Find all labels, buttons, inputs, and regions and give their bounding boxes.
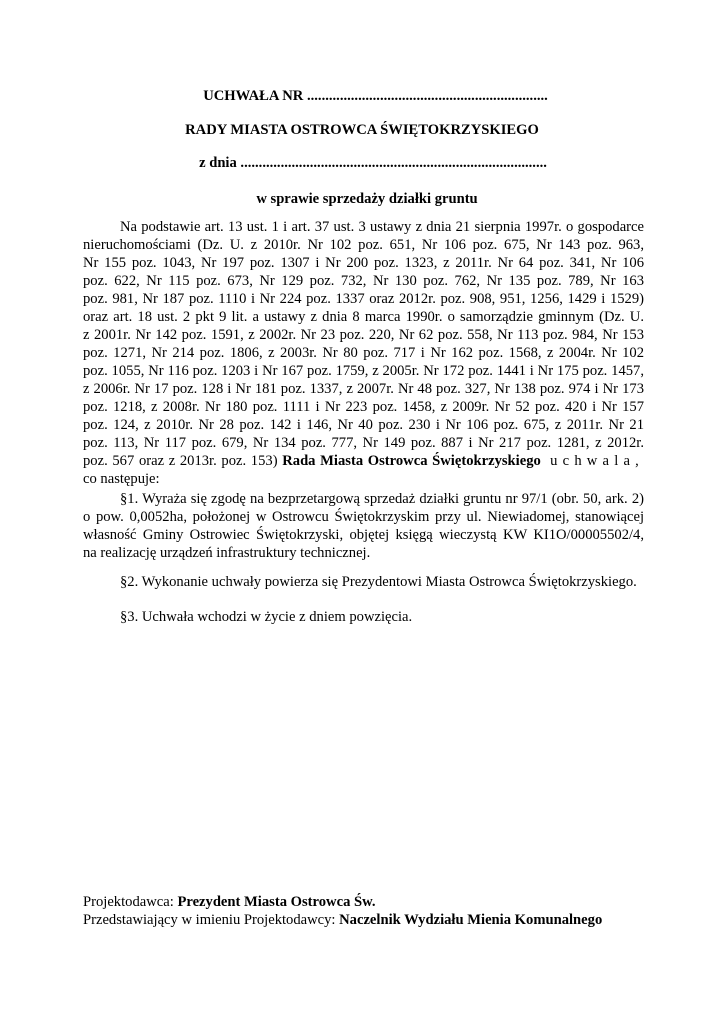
preamble-closing: co następuje: — [83, 471, 160, 487]
preamble-line: z 2001r. Nr 142 poz. 1591, z 2002r. Nr 23 poz. 220, Nr 62 poz. 558, Nr 113 poz. 984, Nr 153 — [83, 327, 644, 343]
section-3 — [83, 608, 644, 626]
section-1-line: §1. Wyraża się zgodę na bezprzetargową sprzedaż działki gruntu nr 97/1 (obr. 50, ark. 2) — [120, 491, 644, 507]
preamble-paragraph — [83, 218, 644, 488]
preamble-line: poz. 981, Nr 187 poz. 1110 i Nr 224 poz. 1337 oraz 2012r. poz. 908, 951, 1256, 1429 i 1529) — [83, 291, 644, 307]
preamble-line: Nr 155 poz. 1043, Nr 197 poz. 1307 i Nr 200 poz. 1323, z 2011r. Nr 64 poz. 341, Nr 106 — [83, 255, 644, 271]
preamble-line: poz. 124, z 2010r. Nr 28 poz. 142 i 146, Nr 40 poz. 230 i Nr 106 poz. 675, z 2011r. Nr 21 — [83, 417, 644, 433]
preamble-line-final — [83, 452, 644, 470]
section-2-text: §2. Wykonanie uchwały powierza się Prezydentowi Miasta Ostrowca Świętokrzyskiego. — [120, 574, 637, 590]
section-1-line: na realizację urządzeń infrastruktury technicznej. — [83, 545, 371, 561]
presenter-name: Naczelnik Wydziału Mienia Komunalnego — [339, 912, 603, 928]
resolves-word: uchwala, — [550, 453, 645, 469]
preamble-line-start: poz. 567 oraz z 2013r. poz. 153) — [83, 453, 278, 469]
preamble-line: z 2006r. Nr 17 poz. 128 i Nr 181 poz. 1337, z 2007r. Nr 48 poz. 327, Nr 138 poz. 974 i Nr 173 — [83, 381, 644, 397]
resolution-title: UCHWAŁA NR .................................................................. — [203, 88, 548, 104]
drafter-line — [83, 893, 683, 911]
section-1 — [83, 490, 644, 562]
section-1-line: o pow. 0,0052ha, położonej w Ostrowcu Świętokrzyskim przy ul. Niewiadomej, stanowiącej — [83, 509, 644, 525]
date-line: z dnia .................................................................................... — [199, 155, 547, 171]
drafter-name: Prezydent Miasta Ostrowca Św. — [177, 894, 376, 910]
section-1-line: własność Gminy Ostrowiec Świętokrzyski, objętej księgą wieczystą KW KI1O/00005502/4, — [83, 527, 644, 543]
subject-line: w sprawie sprzedaży działki gruntu — [256, 191, 478, 207]
preamble-line: poz. 113, Nr 117 poz. 679, Nr 134 poz. 777, Nr 149 poz. 887 i Nr 217 poz. 1281, z 2012r. — [83, 435, 644, 451]
presenter-line — [83, 911, 683, 929]
council-bold-name: Rada Miasta Ostrowca Świętokrzyskiego — [282, 453, 541, 469]
preamble-line: Na podstawie art. 13 ust. 1 i art. 37 ust. 3 ustawy z dnia 21 sierpnia 1997r. o gospodarce — [120, 219, 644, 235]
preamble-line: oraz art. 18 ust. 2 pkt 9 lit. a ustawy z dnia 8 marca 1990r. o samorządzie gminnym (Dz. U. — [83, 309, 644, 325]
preamble-line: poz. 622, Nr 115 poz. 673, Nr 129 poz. 732, Nr 130 poz. 762, Nr 135 poz. 789, Nr 163 — [83, 273, 644, 289]
section-2 — [83, 573, 644, 591]
preamble-line: poz. 1218, z 2008r. Nr 180 poz. 1111 i Nr 223 poz. 1458, z 2009r. Nr 52 poz. 420 i Nr 157 — [83, 399, 644, 415]
preamble-line: poz. 1271, Nr 214 poz. 1806, z 2003r. Nr 80 poz. 717 i Nr 162 poz. 1568, z 2004r. Nr 102 — [83, 345, 644, 361]
preamble-line: nieruchomościami (Dz. U. z 2010r. Nr 102 poz. 651, Nr 106 poz. 675, Nr 143 poz. 963, — [83, 237, 644, 253]
drafter-label: Projektodawca: — [83, 894, 178, 910]
section-3-text: §3. Uchwała wchodzi w życie z dniem powzięcia. — [120, 609, 413, 625]
council-name: RADY MIASTA OSTROWCA ŚWIĘTOKRZYSKIEGO — [185, 122, 539, 138]
preamble-line: poz. 1055, Nr 116 poz. 1203 i Nr 167 poz. 1759, z 2005r. Nr 172 poz. 1441 i Nr 175 poz. 1457, — [83, 363, 644, 379]
presenter-label: Przedstawiający w imieniu Projektodawcy: — [83, 912, 340, 928]
